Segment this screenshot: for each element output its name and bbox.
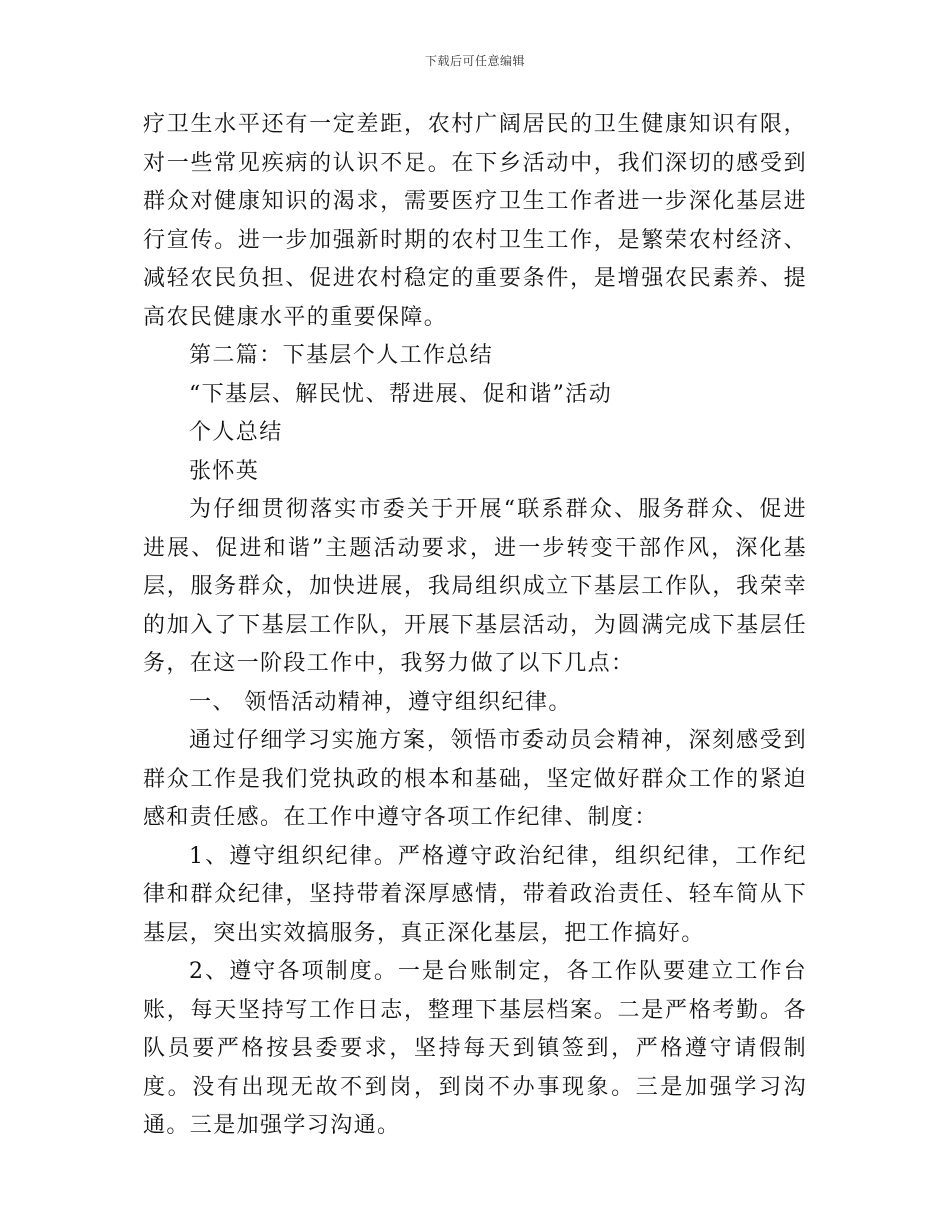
point-one-paragraph: 通过仔细学习实施方案，领悟市委动员会精神，深刻感受到群众工作是我们党执政的根本和基础，坚定做好群众工作的紧迫感和责任感。在工作中遵守各项工作纪律、制度：: [143, 728, 807, 830]
document-body: [143, 106, 807, 1146]
item-two-paragraph: 2、遵守各项制度。一是台账制定，各工作队要建立工作台账，每天坚持写工作日志，整理下基层档案。二是严格考勤。各队员要严格按县委要求，坚持每天到镇签到，严格遵守请假制度。没有出现无故不到岗，到岗不办事现象。三是加强学习沟通。三是加强学习沟通。: [143, 959, 807, 1138]
point-one-heading: 一、 领悟活动精神，遵守组织纪律。: [189, 689, 572, 715]
item-one-paragraph: 1、遵守组织纪律。严格遵守政治纪律，组织纪律，工作纪律和群众纪律，坚持带着深厚感情，带着政治责任、轻车简从下基层，突出实效搞服务，真正深化基层，把工作搞好。: [143, 843, 807, 946]
section-title: 第二篇：下基层个人工作总结: [189, 343, 494, 368]
page-header: 下载后可任意编辑: [424, 54, 525, 68]
activity-title: “下基层、解民忧、帮进展、促和谐”活动: [189, 381, 613, 407]
intro-paragraph: 为仔细贯彻落实市委关于开展“联系群众、服务群众、促进进展、促进和谐”主题活动要求，进一步转变干部作风，深化基层，服务群众，加快进展，我局组织成立下基层工作队，我荣幸的加入了下基层工作队，开展下基层活动，为圆满完成下基层任务，在这一阶段工作中，我努力做了以下几点：: [143, 497, 807, 676]
author-name: 张怀英: [189, 458, 260, 484]
summary-heading: 个人总结: [189, 420, 283, 445]
paragraph-continued: 疗卫生水平还有一定差距，农村广阔居民的卫生健康知识有限，对一些常见疾病的认识不足。在下乡活动中，我们深切的感受到群众对健康知识的渴求，需要医疗卫生工作者进一步深化基层进行宣传。进一步加强新时期的农村卫生工作，是繁荣农村经济、减轻农民负担、促进农村稳定的重要条件，是增强农民素养、提高农民健康水平的重要保障。: [143, 112, 807, 330]
